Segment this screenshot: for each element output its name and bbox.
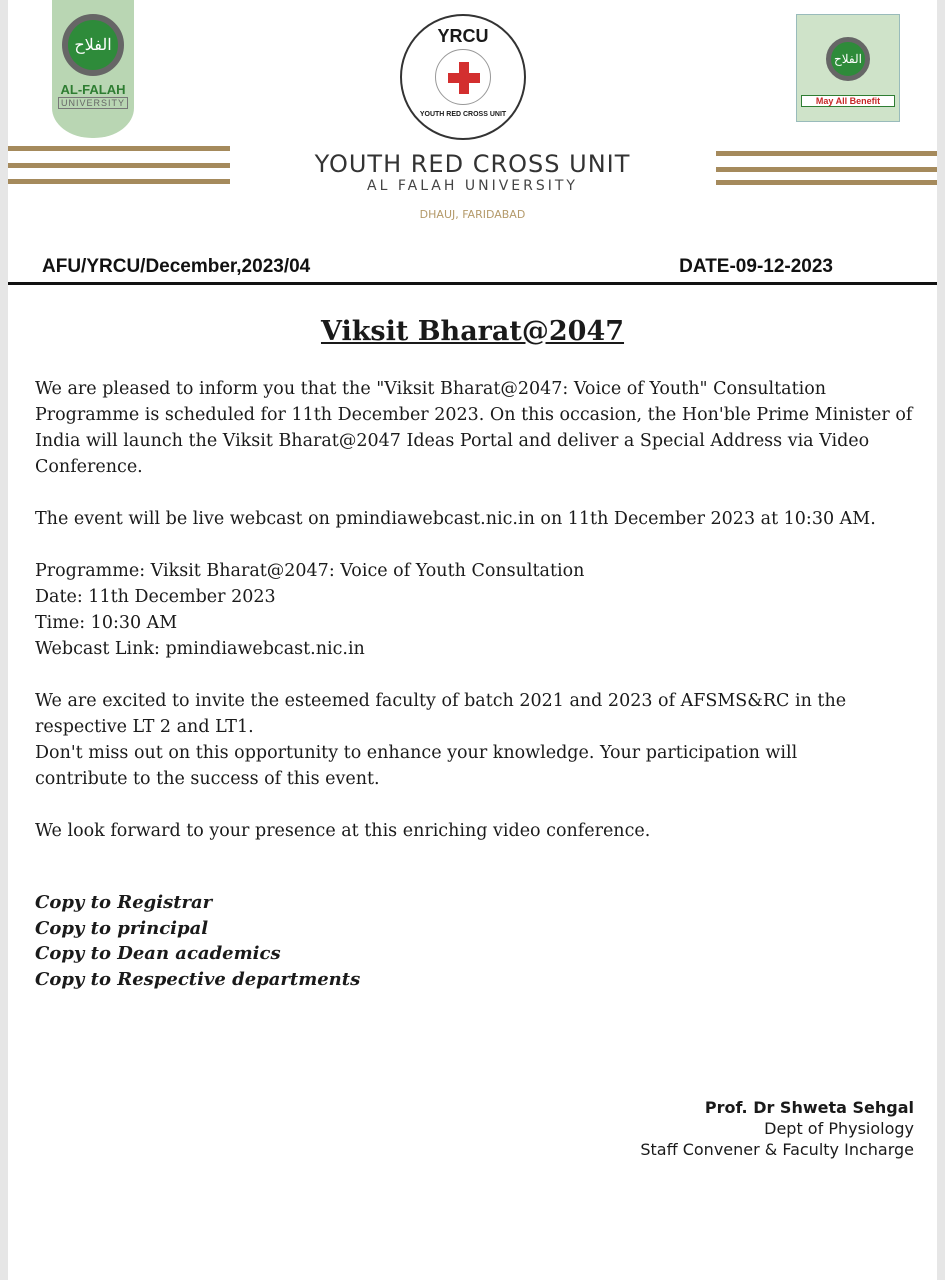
signatory-dept: Dept of Physiology [764,1119,914,1138]
al-falah-logo: الفلاح AL-FALAH UNIVERSITY [52,0,134,138]
letter-title: Viksit Bharat@2047 [320,316,625,347]
emblem-banner: May All Benefit [801,95,895,107]
detail-link: Webcast Link: pmindiawebcast.nic.in [35,639,365,659]
copy-item: Copy to Dean academics [35,943,281,964]
signatory-role: Staff Convener & Faculty Incharge [640,1140,914,1159]
details [35,558,925,662]
yrcu-seal [400,14,526,140]
paragraph: The event will be live webcast on pmindiawebcast.nic.in on 11th December 2023 at 10:30 AM. [35,509,876,529]
invite-text: We are excited to invite the esteemed faculty of batch 2021 and 2023 of AFSMS&RC in the respective LT 2 and LT1. [35,691,847,737]
copy-item: Copy to principal [35,917,209,939]
detail-time: Time: 10:30 AM [35,613,178,633]
seal-top: YRCU [437,26,489,46]
invite [35,688,925,792]
copy-list [35,890,360,992]
letter-page [8,0,937,1280]
logo-sub: UNIVERSITY [58,97,128,109]
university-heading: AL FALAH UNIVERSITY [367,178,578,194]
unit-heading: YOUTH RED CROSS UNIT [314,150,631,178]
location: DHAUJ, FARIDABAD [419,208,526,221]
detail-date: Date: 11th December 2023 [35,587,276,607]
emblem-logo: الفلاح May All Benefit [796,14,900,122]
signatory-name: Prof. Dr Shweta Sehgal [704,1098,914,1117]
header-rule [8,282,937,285]
letter-body [35,376,925,870]
closing: We look forward to your presence at this enriching video conference. [35,821,651,841]
logo-name: AL-FALAH [60,82,126,97]
paragraph: We are pleased to inform you that the "Viksit Bharat@2047: Voice of Youth" Consultation Programme is scheduled for 11th December 2023. On this occasion, the Hon'ble Prime Minister of India will launch the Viksit Bharat@2047 Ideas Portal and deliver a Special Address via Video Conference. [35,379,913,477]
seal-ring-text: YOUTH RED CROSS UNIT [419,111,507,118]
letter-date: DATE-09-12-2023 [679,256,833,277]
invite-text: Don't miss out on this opportunity to enhance your knowledge. Your participation will contribute to the success of this event. [35,743,798,789]
detail-programme: Programme: Viksit Bharat@2047: Voice of Youth Consultation [35,561,585,581]
reference-number: AFU/YRCU/December,2023/04 [42,256,311,277]
signature-block [640,1097,914,1160]
copy-item: Copy to Respective departments [35,968,361,990]
red-cross-icon [435,49,491,105]
copy-item: Copy to Registrar [35,892,213,913]
